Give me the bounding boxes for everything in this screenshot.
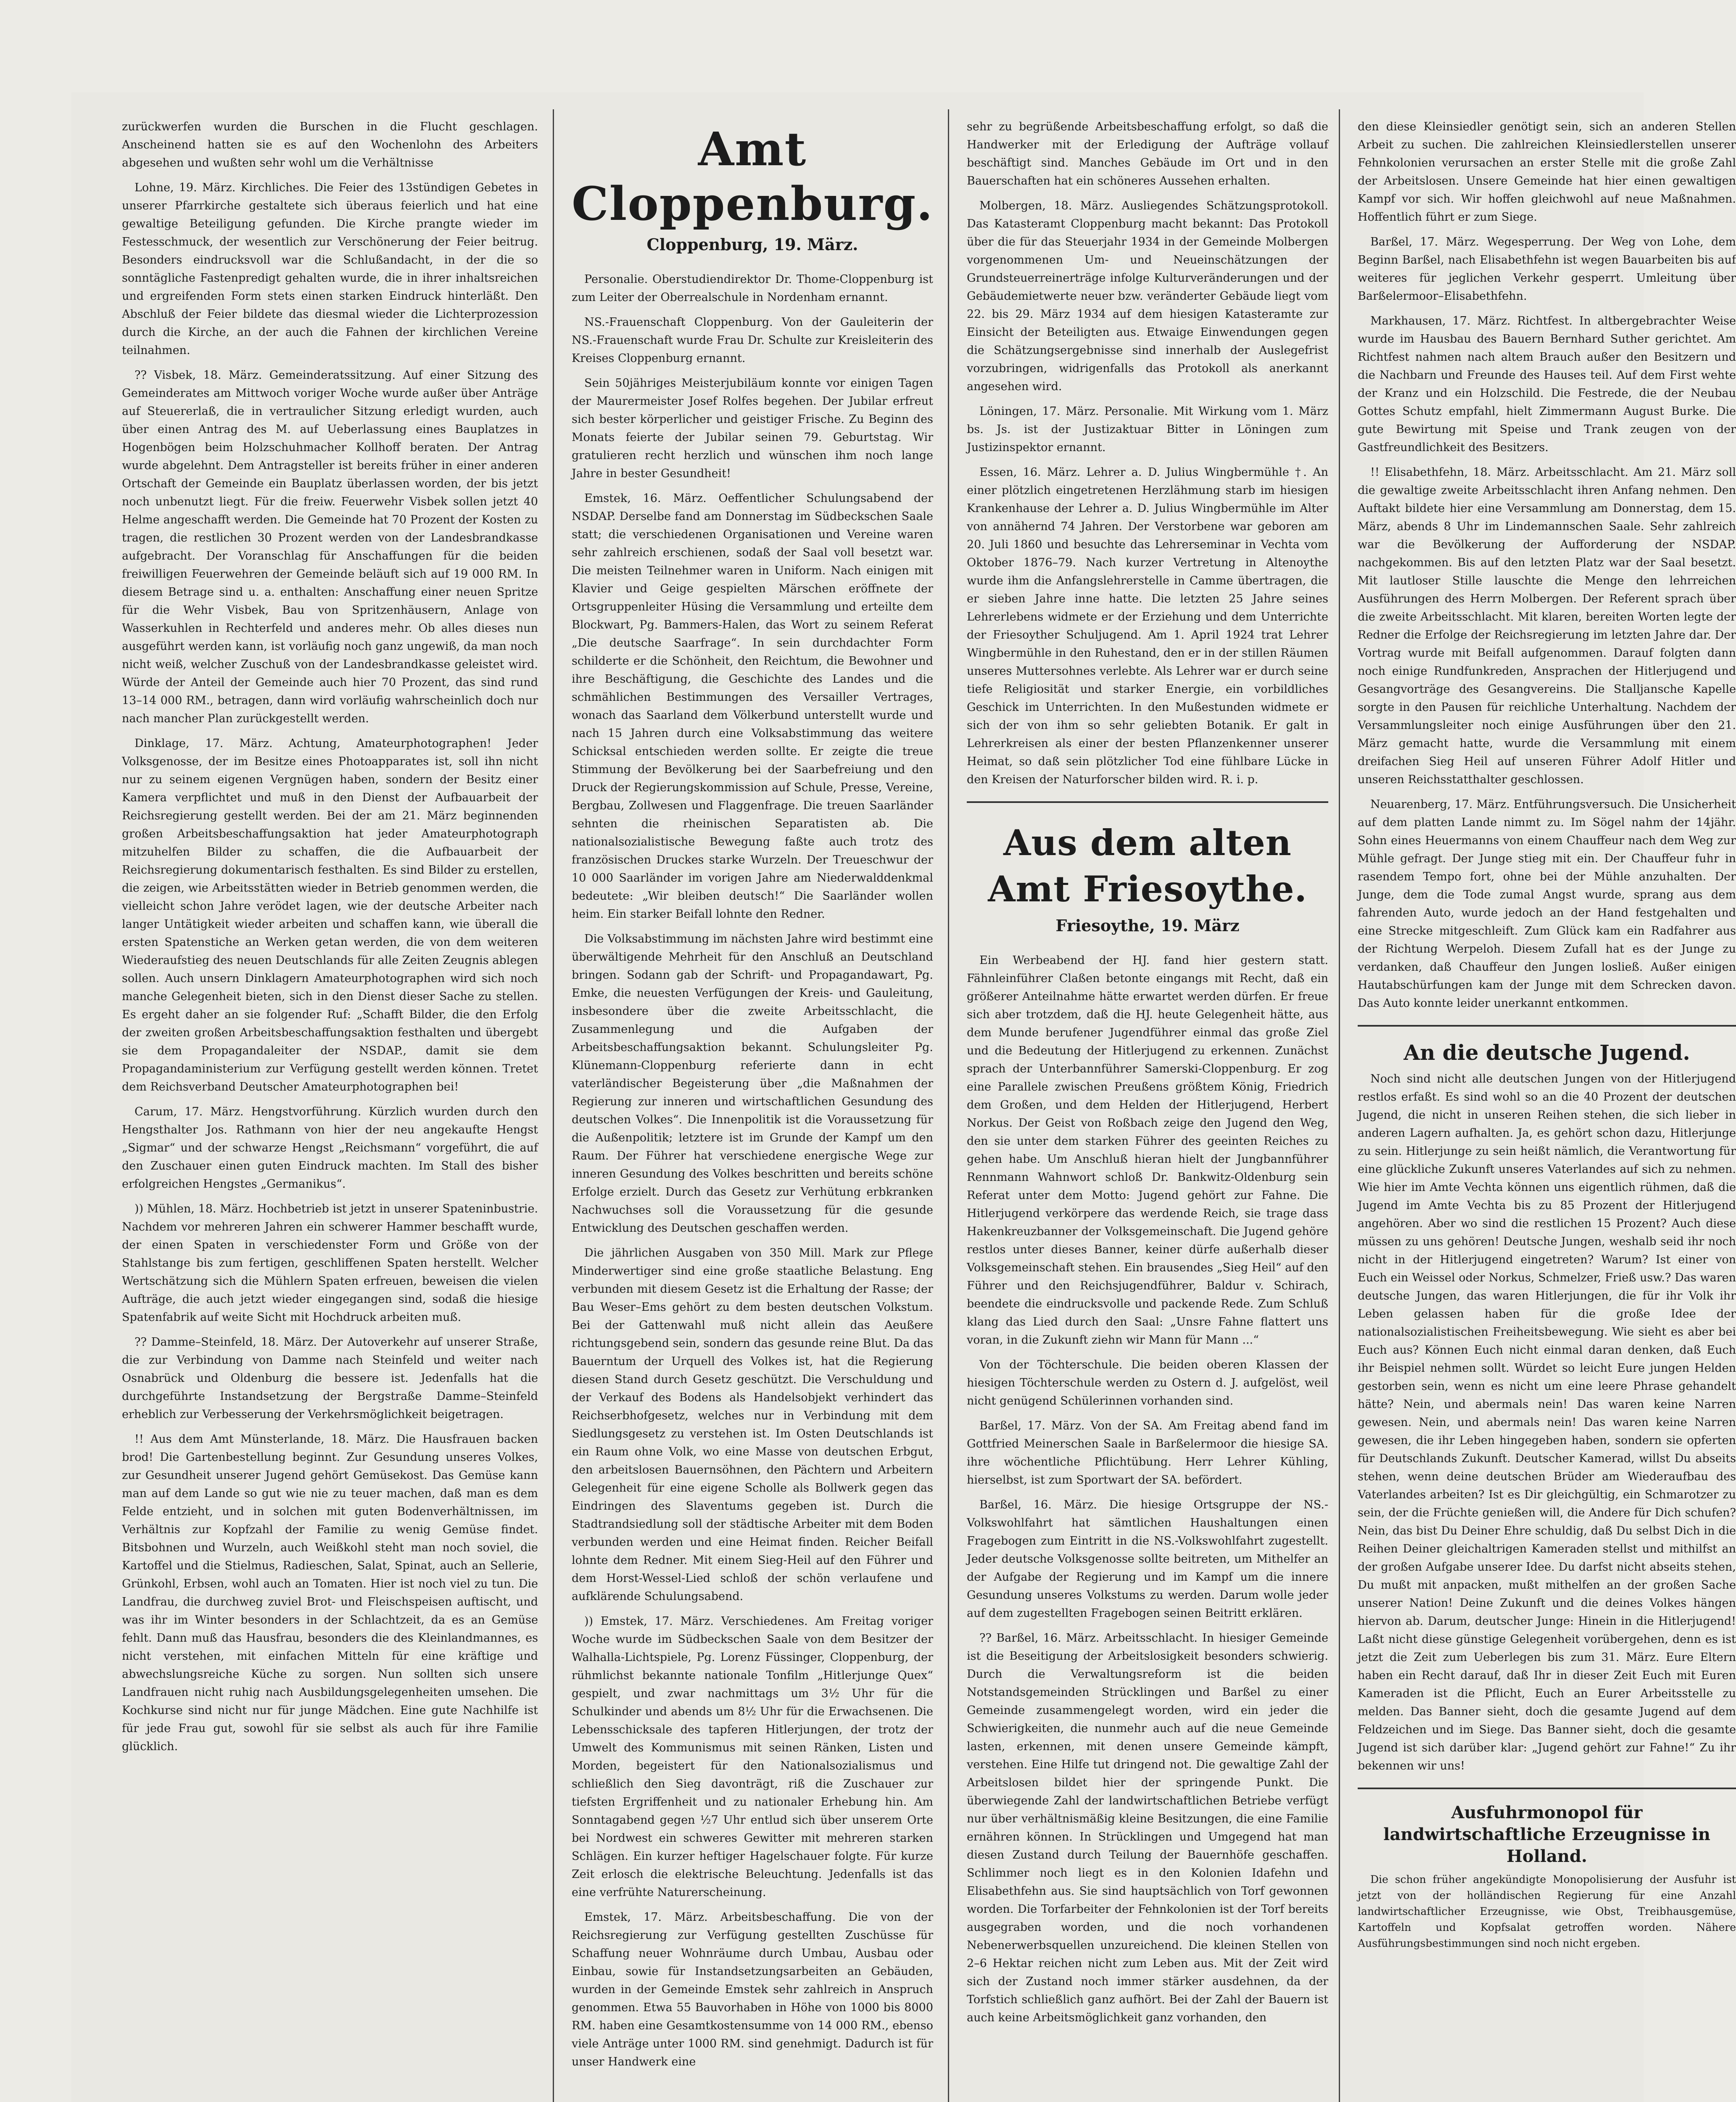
article-werbeabend: Ein Werbeabend der HJ. fand hier gestern statt. Fähnleinführer Claßen betonte eingangs mit Recht, daß ein größerer Anteilnahme hätte erwartet werden dürfen. Er freue sich aber trotzdem, daß die HJ. heute Gelegenheit hätte, aus dem Munde berufener Jugendführer einmal das große Ziel und die Bedeutung der Hitlerjugend zu erkennen. Zunächst sprach der Unterbannführer Samerski-Cloppenburg. Er zog eine Parallele zwischen Preußens größtem König, Friedrich dem Großen, und dem Helden der Hitlerjugend, Herbert Norkus. Der Geist von Roßbach zeige den Jugend den Weg, den sie unter dem starken Führer des geeinten Reiches zu gehen habe. Um Anschluß hieran hielt der Jungbannführer Rennmann Wahnwort schloß Dr. Bankwitz-Oldenburg sein Referat unter dem Motto: Jugend gehört zur Fahne. Die Hitlerjugend verkörpere das werdende Reich, sie trage dass Hakenkreuzbanner der Volksgemeinschaft. Die Jugend gehöre restlos unter dieses Banner, keiner dürfe außerhalb dieser Volksgemeinschaft stehen. Ein brausendes „Sieg Heil“ auf den Führer und den Reichsjugendführer, Baldur v. Schirach, beendete die eindrucksvolle und packende Rede. Zum Schluß klang das Lied durch den Saal: „Unsre Fahne flattert uns voran, in die Zukunft ziehn wir Mann für Mann ...“ [967, 954, 1328, 1347]
article-damme-steinfeld: ?? Damme–Steinfeld, 18. März. Der Autoverkehr auf unserer Straße, die zur Verbindung von Damme nach Steinfeld und weiter nach Osnabrück und Oldenburg die bessere ist. Jedenfalls hat die durchgeführte Instandsetzung der Bergstraße Damme–Steinfeld erheblich zur Verbesserung der Verkehrsmöglichkeit beigetragen. [122, 1336, 538, 1421]
column-rule [553, 109, 554, 2102]
article-visbek: ?? Visbek, 18. März. Gemeinderatssitzung. Auf einer Sitzung des Gemeinderates am Mittwoch voriger Woche wurde außer über Anträge auf Steuererlaß, die in vertraulicher Sitzung erledigt wurden, auch über einen Antrag des M. auf Ueberlassung eines Bauplatzes in Hogenbögen beim Holzschuhmacher Kollhoff beraten. Der Antrag wurde abgelehnt. Dem Antragsteller ist bereits früher in einer anderen Ortschaft der Gemeinde ein Bauplatz überlassen worden, der bis jetzt noch unbenutzt liegt. Für die freiw. Feuerwehr Visbek sollen jetzt 40 Helme angeschafft werden. Die Gemeinde hat 70 Prozent der Kosten zu tragen, die restlichen 30 Prozent werden von der Landesbrandkasse aufgebracht. Der Voranschlag für Anschaffungen für die beiden freiwilligen Feuerwehren der Gemeinde beläuft sich auf 19 000 RM. In diesem Betrage sind u. a. enthalten: Anschaffung einer neuen Spritze für die Wehr Visbek, Bau von Spritzenhäusern, Anlage von Wasserkuhlen in Rechterfeld und anderes mehr. Ob alles dieses nun ausgeführt werden kann, ist vorläufig noch ganz ungewiß, da man noch nicht weiß, welcher Zuschuß von der Landesbrandkasse geleistet wird. Würde der Anteil der Gemeinde auch hier 70 Prozent, das sind rund 13–14 000 RM., betragen, dann wird vorläufig wahrscheinlich doch nur nach mancher Plan zurückgestellt werden. [122, 369, 538, 725]
section-divider [967, 801, 1328, 803]
article-muensterlande: !! Aus dem Amt Münsterlande, 18. März. Die Hausfrauen backen brod! Die Gartenbestellung beginnt. Zur Gesundung unseres Volkes, zur Gesundheit unserer Jugend gehört Gemüsekost. Das Gemüse kann man auf dem Lande so gut wie nie zu teuer machen, daß man es dem Felde entzieht, und in solchen mit guten Bodenverhältnissen, im Verhältnis zur Kopfzahl der Familie zu wenig Gemüse findet. Bitsbohnen und Wurzeln, auch Weißkohl steht man noch soviel, die Kartoffel und die Stielmus, Radieschen, Salat, Spinat, auch an Sellerie, Grünkohl, Erbsen, wohl auch an Tomaten. Hier ist noch viel zu tun. Die Landfrau, die durchweg zuviel Brot- und Fleischspeisen auftischt, und was ihr im Winter besonders in der Schlachtzeit, da es an Gemüse fehlt. Dann muß das Hausfrau, besonders die des Kleinlandmannes, es nicht verstehen, mit einfachen Mitteln für eine kräftige und abwechslungsreiche Küche zu sorgen. Nun sollten sich unsere Landfrauen nicht ruhig nach Ausbildungsgelegenheiten umsehen. Die Kochkurse sind nicht nur für junge Mädchen. Eine gute Nachhilfe ist für jede Frau gut, sowohl für sie selbst als auch für ihre Familie glücklich. [122, 1433, 538, 1753]
article-muehlen: )) Mühlen, 18. März. Hochbetrieb ist jetzt in unserer Spateninbustrie. Nachdem vor mehreren Jahren ein schwerer Hammer beschafft wurde, der einen Spaten in verschiedenster Form und Größe von der Stahlstange bis zum fertigen, geschliffenen Spaten herstellt. Welcher Wertschätzung sich die Mühlern Spaten erfreuen, beweisen die vielen Aufträge, die auch jetzt wieder eingegangen sind, sodaß die hiesige Spatenfabrik auf weite Sicht mit Hochdruck arbeiten muß. [122, 1202, 538, 1324]
column-1 [122, 92, 538, 2102]
article-personalie: Personalie. Oberstudiendirektor Dr. Thome-Cloppenburg ist zum Leiter der Oberrealschule in Nordenham ernannt. [572, 273, 933, 304]
article-dinklage: Dinklage, 17. März. Achtung, Amateurphotographen! Jeder Volksgenosse, der im Besitze eines Photoapparates ist, soll ihn nicht nur zu seinem eigenen Vergnügen haben, sondern der Besitz einer Kamera verpflichtet und muß in den Dienst der Aufbauarbeit der Reichsregierung gestellt werden. Bei der am 21. März beginnenden großen Arbeitsbeschaffungsaktion hat jeder Amateurphotograph mitzuhelfen Bilder zu schaffen, die die Aufbauarbeit der Reichsregierung dokumentarisch festhalten. Es sind Bilder zu erstellen, die zeigen, wie Arbeitsstätten wieder in Betrieb genommen werden, die vielleicht schon Jahre verödet lagen, wie der deutsche Arbeiter nach langer Untätigkeit wieder arbeiten und schaffen kann, wie überall die ersten Spatenstiche an Werken getan werden, die von dem weiteren Wiederaufstieg des neuen Deutschlands für alle Zeiten Zeugnis ablegen sollen. Auch unsern Dinklagern Amateurphotographen wird sich noch manche Gelegenheit bieten, sich in den Dienst dieser Sache zu stellen. Es ergeht daher an sie folgender Ruf: „Schafft Bilder, die den Erfolg der zweiten großen Arbeitsbeschaffungsaktion festhalten und übergebt sie dem Propagandaleiter der NSDAP., damit sie dem Propagandaministerium zur Verfügung gestellt werden können. Tretet dem Reichsverband Deutscher Amateurphotographen bei! [122, 737, 538, 1093]
article-barssel-nsv: Barßel, 16. März. Die hiesige Ortsgruppe der NS.-Volkswohlfahrt hat sämtlichen Haushaltungen einen Fragebogen zum Eintritt in die NS.-Volkswohlfahrt zugestellt. Jeder deutsche Volksgenosse sollte beitreten, um Mithelfer an der Aufgabe der Regierung und im Kampf um die innere Gesundung unseres Volkstums zu werden. Darum wolle jeder auf dem zugestellten Fragebogen seinen Beitritt erklären. [967, 1498, 1328, 1620]
article-ns-frauenschaft: NS.-Frauenschaft Cloppenburg. Von der Gauleiterin der NS.-Frauenschaft wurde Frau Dr. Schulte zur Kreisleiterin des Kreises Cloppenburg ernannt. [572, 316, 933, 365]
article-emstek-verschiedenes: )) Emstek, 17. März. Verschiedenes. Am Freitag voriger Woche wurde im Südbeckschen Saale von dem Besitzer der Walhalla-Lichtspiele, Pg. Lorenz Füssinger, Cloppenburg, der rühmlichst bekannte nationale Tonfilm „Hitlerjunge Quex“ gespielt, und zwar nachmittags um 3½ Uhr für die Schulkinder und abends um 8½ Uhr für die Erwachsenen. Die Lebensschicksale des tapferen Hitlerjungen, der trotz der Umwelt des Kommunismus mit seinen Ränken, Listen und Morden, begeistert für den Nationalsozialismus und schließlich den Sieg davonträgt, riß die Zuschauer zur tiefsten Ergriffenheit und zu nationaler Erhebung hin. Am Sonntagabend gegen ½7 Uhr entlud sich über unserem Orte bei Nordwest ein schweres Gewitter mit mehreren starken Schlägen. Ein kurzer heftiger Hagelschauer folgte. Für kurze Zeit erlosch die elektrische Beleuchtung. Jedenfalls ist das eine verfrühte Naturerscheinung. [572, 1615, 933, 1899]
column-rule [948, 109, 949, 2102]
article-emstek-arbeitsbeschaffung: Emstek, 17. März. Arbeitsbeschaffung. Die von der Reichsregierung zur Verfügung gestellten Zuschüsse für Schaffung neuer Wohnräume durch Umbau, Ausbau oder Einbau, sowie für Instandsetzungsarbeiten an Gebäuden, wurden in der Gemeinde Emstek sehr zahlreich in Anspruch genommen. Etwa 55 Bauvorhaben in Höhe von 1000 bis 8000 RM. haben eine Gesamtkostensumme von 14 000 RM., ebenso viele Anträge unter 1000 RM. sind genehmigt. Dadurch ist für unser Handwerk eine [572, 1911, 933, 2068]
newspaper-page [71, 92, 1736, 2102]
article-paragraph: sehr zu begrüßende Arbeitsbeschaffung erfolgt, so daß die Handwerker mit der Erledigung der Aufträge vollauf beschäftigt sind. Manches Gebäude im Ort und in den Bauerschaften hat ein schöneres Aussehen erhalten. [967, 120, 1328, 187]
article-barssel-sa: Barßel, 17. März. Von der SA. Am Freitag abend fand im Gottfried Meinerschen Saale in Barßelermoor die hiesige SA. ihre wöchentliche Pflichtübung. Herr Lehrer Kühling, hierselbst, ist zum Sportwart der SA. befördert. [967, 1419, 1328, 1487]
article-lohne: Lohne, 19. März. Kirchliches. Die Feier des 13stündigen Gebetes in unserer Pfarrkirche gestaltete sich überaus feierlich und hat eine gewaltige Beteiligung gefunden. Die Kirche prangte wieder im Festesschmuck, der wesentlich zur Verschönerung der Feier beitrug. Besonders eindrucksvoll war die Schlußandacht, in der die so sonntägliche Fastenpredigt gehalten wurde, die in ihrer inhaltsreichen und ergreifenden Form stets einen starken Eindruck hinterläßt. Den Abschluß der Feier bildete das diesmal wieder die Lichterprozession durch die Kirche, an der auch die Fahnen der kirchlichen Vereine teilnahmen. [122, 181, 538, 357]
article-toechterschule: Von der Töchterschule. Die beiden oberen Klassen der hiesigen Töchterschule werden zu Ostern d. J. aufgelöst, weil nicht genügend Schülerinnen vorhanden sind. [967, 1358, 1328, 1407]
article-heading: An die deutsche Jugend. [1404, 1040, 1690, 1065]
section-divider [1358, 1025, 1736, 1027]
column-4 [1358, 92, 1736, 2102]
section-dateline: Friesoythe, 19. März [1055, 916, 1240, 935]
article-elisabethfehn: !! Elisabethfehn, 18. März. Arbeitsschlacht. Am 21. März soll die gewaltige zweite Arbeitsschlacht ihren Anfang nehmen. Den Auftakt bildete hier eine Versammlung am Donnerstag, dem 15. März, abends 8 Uhr im Lindemannschen Saale. Sehr zahlreich war die Bevölkerung der Aufforderung der NSDAP. nachgekommen. Bis auf den letzten Platz war der Saal besetzt. Mit lautloser Stille lauschte die Menge den lehrreichen Ausführungen des Herrn Molbergen. Der Referent sprach über die zweite Arbeitsschlacht. Mit klaren, bereiten Worten legte der Redner die Erfolge der Reichsregierung im letzten Jahre dar. Der Vortrag wurde mit Beifall aufgenommen. Darauf folgten dann noch einige Rundfunkreden, Ansprachen der Hitlerjugend und Gesangvorträge des Gesangvereins. Die Stalljansche Kapelle sorgte in den Pausen für reichliche Unterhaltung. Nachdem der Versammlungsleiter noch einige Ausführungen über den 21. März gemacht hatte, wurde die Versammlung mit einem dreifachen Sieg Heil auf unseren Führer Adolf Hitler und unseren Reichsstatthalter geschlossen. [1358, 466, 1736, 786]
column-3 [967, 92, 1328, 2102]
article-paragraph: zurückwerfen wurden die Burschen in die Flucht geschlagen. Anscheinend hatten sie es auf den Wochenlohn des Arbeiters abgesehen und wußten sehr wohl um die Verhältnisse [122, 120, 538, 169]
article-neuarenberg: Neuarenberg, 17. März. Entführungsversuch. Die Unsicherheit auf dem platten Lande nimmt zu. Im Sögel nahm der 14jähr. Sohn eines Heuermanns von einem Chauffeur nach dem Weg zur Mühle gefragt. Der Junge stieg mit ein. Der Chauffeur fuhr in rasendem Tempo fort, ohne bei der Mühle anzuhalten. Der Junge, dem die Tode zumal Angst wurde, sprang aus dem fahrenden Auto, wurde jedoch an der Hand festgehalten und eine Strecke mitgeschleift. Zum Glück kam ein Radfahrer aus der Richtung Werpeloh. Diesem Zufall hat es der Junge zu verdanken, daß Chauffeur den Jungen losließ. Außer einigen Hautabschürfungen kam der Junge mit dem Schrecken davon. Das Auto konnte leider unerkannt entkommen. [1358, 798, 1736, 1010]
article-meisterjubilaeum: Sein 50jähriges Meisterjubiläum konnte vor einigen Tagen der Maurermeister Josef Rolfes begehen. Der Jubilar erfreut sich bester körperlicher und geistiger Frische. Zu Beginn des Monats feierte der Jubilar seinen 79. Geburtstag. Wir gratulieren recht herzlich und wünschen ihm noch lange Jahre in bester Gesundheit! [572, 377, 933, 480]
article-paragraph: Die jährlichen Ausgaben von 350 Mill. Mark zur Pflege Minderwertiger sind eine große staatliche Belastung. Eng verbunden mit diesem Gesetz ist die Erhaltung der Rasse; der Bau Weser–Ems gehört zu dem besten deutschen Volkstum. Bei der Gattenwahl muß nicht allein das Aeußere richtungsgebend sein, sondern das gesunde reine Blut. Da das Bauerntum der Urquell des Volkes ist, hat die Regierung diesen Stand durch Gesetz geschützt. Die Verschuldung und der Verkauf des Bodens als Handelsobjekt verhindert das Reichserbhofgesetz, welches nur in Verbindung mit dem Siedlungsgesetz zu verstehen ist. Im Osten Deutschlands ist ein Raum ohne Volk, wo eine Masse von deutschen Erbgut, den arbeitslosen Bauernsöhnen, den Pächtern und Arbeitern Gelegenheit für eine eigene Scholle als Bollwerk gegen das Eindringen des Slaventums gegeben ist. Durch die Stadtrandsiedlung soll der städtische Arbeiter mit dem Boden verbunden werden und eine Heimat finden. Reicher Beifall lohnte dem Redner. Mit einem Sieg-Heil auf den Führer und dem Horst-Wessel-Lied schloß der schön verlaufene und aufklärende Schulungsabend. [572, 1246, 933, 1603]
article-essen: Essen, 16. März. Lehrer a. D. Julius Wingbermühle †. An einer plötzlich eingetretenen Herzlähmung starb im hiesigen Krankenhause der Lehrer a. D. Julius Wingbermühle im Alter von annähernd 74 Jahren. Der Verstorbene war geboren am 20. Juli 1860 und besuchte das Lehrerseminar in Vechta vom Oktober 1876–79. Nach kurzer Vertretung in Altenoythe wurde ihm die Anfangslehrerstelle in Camme übertragen, die er sieben Jahre inne hatte. Die letzten 25 Jahre seines Lehrerlebens widmete er der Erziehung und dem Unterrichte der Friesoyther Schuljugend. Am 1. April 1924 trat Lehrer Wingbermühle in den Ruhestand, den er in der stillen Räumen unseres Muttersohnes verlebte. Als Lehrer war er durch seine tiefe Religiosität und starker Energie, ein vorbildliches Geschick im Unterrichten. In den Mußestunden widmete er sich der von ihm so sehr geliebten Botanik. Er galt in Lehrerkreisen als einer der besten Pflanzenkenner unserer Heimat, so daß sein plötzlicher Tod eine fühlbare Lücke in den Kreisen der Naturforscher bilden wird. R. i. p. [967, 466, 1328, 786]
column-2 [572, 92, 933, 2102]
article-paragraph: den diese Kleinsiedler genötigt sein, sich an anderen Stellen Arbeit zu suchen. Die zahlreichen Kleinsiedlerstellen unserer Fehnkolonien verursachen an erster Stelle mit die große Zahl der Arbeitslosen. Unsere Gemeinde hat hier einen gewaltigen Kampf vor sich. Wir hoffen gleichwohl auf neue Maßnahmen. Hoffentlich führt er zum Siege. [1358, 120, 1736, 224]
article-wegesperrung: Barßel, 17. März. Wegesperrung. Der Weg von Lohe, dem Beginn Barßel, nach Elisabethfehn ist wegen Bauarbeiten bis auf weiteres für jeglichen Verkehr gesperrt. Umleitung über Barßelermoor–Elisabethfehn. [1358, 235, 1736, 303]
article-ausfuhrmonopol: Die schon früher angekündigte Monopolisierung der Ausfuhr ist jetzt von der holländischen Regierung für eine Anzahl landwirtschaftlicher Erzeugnisse, wie Obst, Treibhausgemüse, Kartoffeln und Kopfsalat getroffen worden. Nähere Ausführungsbestimmungen sind noch nicht ergeben. [1358, 1873, 1736, 1949]
section-heading: Aus dem alten Amt Friesoythe. [988, 822, 1307, 910]
section-dateline: Cloppenburg, 19. März. [646, 235, 858, 254]
article-molbergen: Molbergen, 18. März. Ausliegendes Schätzungsprotokoll. Das Katasteramt Cloppenburg macht bekannt: Das Protokoll über die für das Steuerjahr 1934 in der Gemeinde Molbergen vorgenommenen Um- und Neueinschätzungen der Grundsteuerreinerträge infolge Kulturveränderungen und der Gebäudemietwerte neuer bzw. veränderter Gebäude liegt vom 22. bis 29. März 1934 auf dem hiesigen Katasteramte zur Einsicht der Beteiligten aus. Etwaige Einwendungen gegen die Schätzungsergebnisse sind innerhalb der Auslegefrist vorzubringen, widrigenfalls das Protokoll als anerkannt angesehen wird. [967, 199, 1328, 393]
article-carum: Carum, 17. März. Hengstvorführung. Kürzlich wurden durch den Hengsthalter Jos. Rathmann von hier der neu angekaufte Hengst „Sigmar“ und der schwarze Hengst „Reichsmann“ vorgeführt, die auf den Zuschauer einen guten Eindruck machten. Im Stall des bisher erfolgreichen Hengstes „Germanikus“. [122, 1105, 538, 1191]
article-heading: Ausfuhrmonopol für landwirtschaftliche Erzeugnisse in Holland. [1383, 1803, 1710, 1866]
section-heading: Amt Cloppenburg. [572, 122, 934, 231]
article-richtfest: Markhausen, 17. März. Richtfest. In altbergebrachter Weise wurde im Hausbau des Bauern Bernhard Suther gerichtet. Am Richtfest nahmen nach altem Brauch außer den Besitzern und die Nachbarn und Freunde des Hauses teil. Auf dem First wehte der Kranz und ein Holzschild. Die Festrede, die der Neubau Gottes Schutz empfahl, hielt Zimmermann August Burke. Die gute Bewirtung mit Speise und Trank zeugen von der Gastfreundlichkeit des Besitzers. [1358, 314, 1736, 454]
article-paragraph: Die Volksabstimmung im nächsten Jahre wird bestimmt eine überwältigende Mehrheit für den Anschluß an Deutschland bringen. Sodann gab der Schrift- und Propagandawart, Pg. Emke, die neuesten Verfügungen der Kreis- und Gauleitung, insbesondere über die zweite Arbeitsschlacht, die Zusammenlegung und die Aufgaben der Arbeitsbeschaffungsaktion bekannt. Schulungsleiter Pg. Klünemann-Cloppenburg referierte dann in echt vaterländischer Begeisterung über „die Maßnahmen der Regierung zur inneren und wirtschaftlichen Gesundung des deutschen Volkes“. Die Innenpolitik ist die Voraussetzung für die Außenpolitik; letztere ist im Grunde der Kampf um den Raum. Der Führer hat verschiedene energische Wege zur inneren Gesundung des Volkes beschritten und bereits schöne Erfolge erzielt. Durch das Gesetz zur Verhütung erbkranken Nachwuchses soll die Voraussetzung für die gesunde Entwicklung des Deutschen geschaffen werden. [572, 932, 933, 1235]
article-barssel-arbeitsschlacht: ?? Barßel, 16. März. Arbeitsschlacht. In hiesiger Gemeinde ist die Beseitigung der Arbeitslosigkeit besonders schwierig. Durch die Verwaltungsreform ist die beiden Notstandsgemeinden Strücklingen und Barßel zu einer Gemeinde zusammengelegt worden, wird ein jeder die Schwierigkeiten, die nunmehr auch auf die neue Gemeinde lasten, erkennen, mit denen unsere Gemeinde kämpft, verstehen. Eine Hilfe tut dringend not. Die gewaltige Zahl der Arbeitslosen bildet hier der springende Punkt. Die überwiegende Zahl der landwirtschaftlichen Betriebe verfügt nur über verhältnismäßig kleine Besitzungen, die eine Familie ernähren können. In Strücklingen und Umgegend hat man diesen Zustand durch Teilung der Bauernhöfe geschaffen. Schlimmer noch liegt es in den Kolonien Idafehn und Elisabethfehn aus. Sie sind hauptsächlich von Torf gewonnen worden. Die Torfarbeiter der Fehnkolonien ist der Torf bereits ausgegraben worden, und die noch vorhandenen Nebenerwerbsquellen unzureichend. Die kleinen Stellen von 2–6 Hektar reichen nicht zum Leben aus. Mit der Zeit wird sich der Zustand noch immer stärker ausdehnen, da der Torfstich schließlich ganz aufhört. Bei der Zahl der Bauern ist auch keine Arbeitsmöglichkeit ganz vorhanden, den [967, 1632, 1328, 2024]
column-rule [1339, 109, 1340, 2102]
article-deutsche-jugend: Noch sind nicht alle deutschen Jungen von der Hitlerjugend restlos erfaßt. Es sind wohl so an die 40 Prozent der deutschen Jugend, die nicht in unseren Reihen stehen, die sich lieber in anderen Lagern aufhalten. Ja, es gehört schon dazu, Hitlerjunge zu sein. Hitlerjunge zu sein heißt nämlich, die Verantwortung für eine glückliche Zukunft unseres Vaterlandes auf sich zu nehmen. Wie hier im Amte Vechta können uns eigentlich rühmen, daß die Jugend im Amte Vechta bis zu 85 Prozent der Hitlerjugend angehören. Aber wo sind die restlichen 15 Prozent? Auch diese müssen zu uns gehören! Deutsche Jungen, weshalb seid ihr noch nicht in der Hitlerjugend eingetreten? Warum? Ist einer von Euch ein Weissel oder Norkus, Schmelzer, Frieß usw.? Das waren deutsche Jungen, das waren Hitlerjungen, die für ihr Volk ihr Leben gelassen haben für die große Idee der nationalsozialistischen Freiheitsbewegung. Wie sieht es aber bei Euch aus? Können Euch nicht einmal daran denken, daß Euch ihr Beispiel nehmen sollt. Würdet so leicht Eure jungen Helden gestorben sein, wenn es nicht um eine leere Phrase gehandelt hätte? Nein, und abermals nein! Das waren keine Narren gewesen. Nein, und abermals nein! Das waren keine Narren gewesen, die ihr Leben hingegeben haben, sondern sie opferten für Deutschlands Zukunft. Deutscher Kamerad, willst Du abseits stehen, wenn deine deutschen Brüder am Wiederaufbau des Vaterlandes arbeiten? Ist es Dir gleichgültig, ein Schmarotzer zu sein, der die Früchte genießen will, die Andere für Dich schufen? Nein, das bist Du Deiner Ehre schuldig, daß Du selbst Dich in die Reihen Deiner gleichaltrigen Kameraden stellst und mithilfst an der großen Aufgabe unserer Idee. Du darfst nicht abseits stehen, Du mußt mit anpacken, mußt mithelfen an der großen Sache unserer Nation! Deine Zukunft und die deines Volkes hängen hiervon ab. Darum, deutscher Junge: Hinein in die Hitlerjugend! Laßt nicht diese günstige Gelegenheit vorübergehen, denn es ist jetzt die Zeit zum Ueberlegen bis zum 31. März. Eure Eltern haben ein Recht darauf, daß Ihr in dieser Zeit Euch mit Euren Kameraden ist die Pflicht, Euch an Eurer Arbeitsstelle zu melden. Das Banner sieht, doch die gesamte Jugend auf dem Feldzeichen und im Siege. Das Banner sieht, doch die gesamte Jugend ist sich darüber klar: „Jugend gehört zur Fahne!“ Zu ihr bekennen wir uns! [1358, 1072, 1736, 1772]
section-divider [1358, 1788, 1736, 1789]
article-emstek-schulungsabend: Emstek, 16. März. Oeffentlicher Schulungsabend der NSDAP. Derselbe fand am Donnerstag im Südbeckschen Saale statt; die verschiedenen Organisationen und Vereine waren sehr zahlreich erschienen, sodaß der Saal voll besetzt war. Die meisten Teilnehmer waren in Uniform. Nach einigen mit Klavier und Geige gespielten Märschen eröffnete der Ortsgruppenleiter Hüsing die Versammlung und erteilte dem Blockwart, Pg. Bammers-Halen, das Wort zu seinem Referat „Die deutsche Saarfrage“. In sein durchdachter Form schilderte er die Schönheit, den Reichtum, die Bewohner und ihre Beschäftigung, die Geschichte des Landes und die schmählichen Bestimmungen des Versailler Vertrages, wonach das Saarland dem Völkerbund unterstellt wurde und nach 15 Jahren durch eine Volksabstimmung das weitere Schicksal entschieden werden sollte. Er zeigte die treue Stimmung der Bevölkerung bei der Saarbefreiung und den Druck der Regierungskommission auf Schule, Presse, Vereine, Bergbau, Zollwesen und Flaggenfrage. Die treuen Saarländer sehnten die rheinischen Separatisten ab. Die nationalsozialistische Bewegung faßte auch trotz des französischen Druckes starke Wurzeln. Der Treueschwur der 10 000 Saarländer im vorigen Jahre am Niederwalddenkmal bedeutete: „Wir bleiben deutsch!“ Die Saarländer wollen heim. Ein starker Beifall lohnte den Redner. [572, 492, 933, 921]
article-loeningen: Löningen, 17. März. Personalie. Mit Wirkung vom 1. März bs. Js. ist der Justizaktuar Bitter in Löningen zum Justizinspektor ernannt. [967, 405, 1328, 454]
